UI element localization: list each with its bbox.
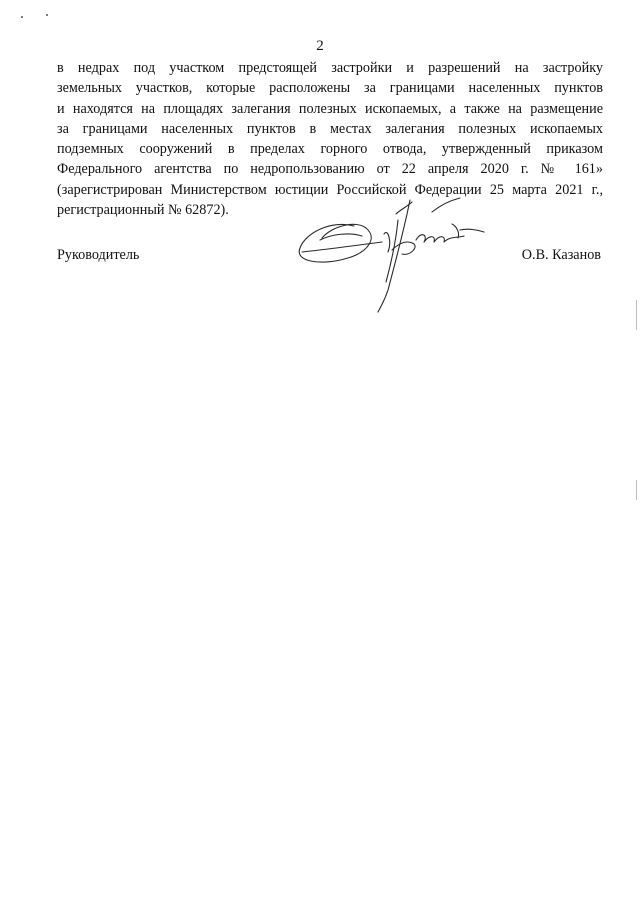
scan-dot [46,14,48,16]
scan-dot [21,16,23,18]
signer-position: Руководитель [57,247,140,263]
signature-row [57,245,603,265]
signer-name: О.В. Казанов [521,247,601,263]
paragraph-line: земельных участков, которые расположены за границами населенных пунктов [57,80,603,97]
paragraph-line: за границами населенных пунктов в местах залегания полезных ископаемых [57,120,603,137]
paragraph-line: подземных сооружений в пределах горного отвода, утвержденный приказом [57,141,603,158]
page-number: 2 [316,38,324,54]
paragraph-line: регистрационный № 62872). [57,202,229,219]
paragraph-line: Федерального агентства по недропользованию от 22 апреля 2020 г. № 161» [57,161,603,178]
paragraph-line: (зарегистрирован Министерством юстиции Российской Федерации 25 марта 2021 г., [57,181,603,198]
scan-margin-mark [636,480,637,500]
paragraph-line: в недрах под участком предстоящей застройки и разрешений на застройку [57,60,603,76]
paragraph-line: и находятся на площадях залегания полезных ископаемых, а также на размещение [57,100,603,117]
scan-margin-mark [636,300,637,330]
